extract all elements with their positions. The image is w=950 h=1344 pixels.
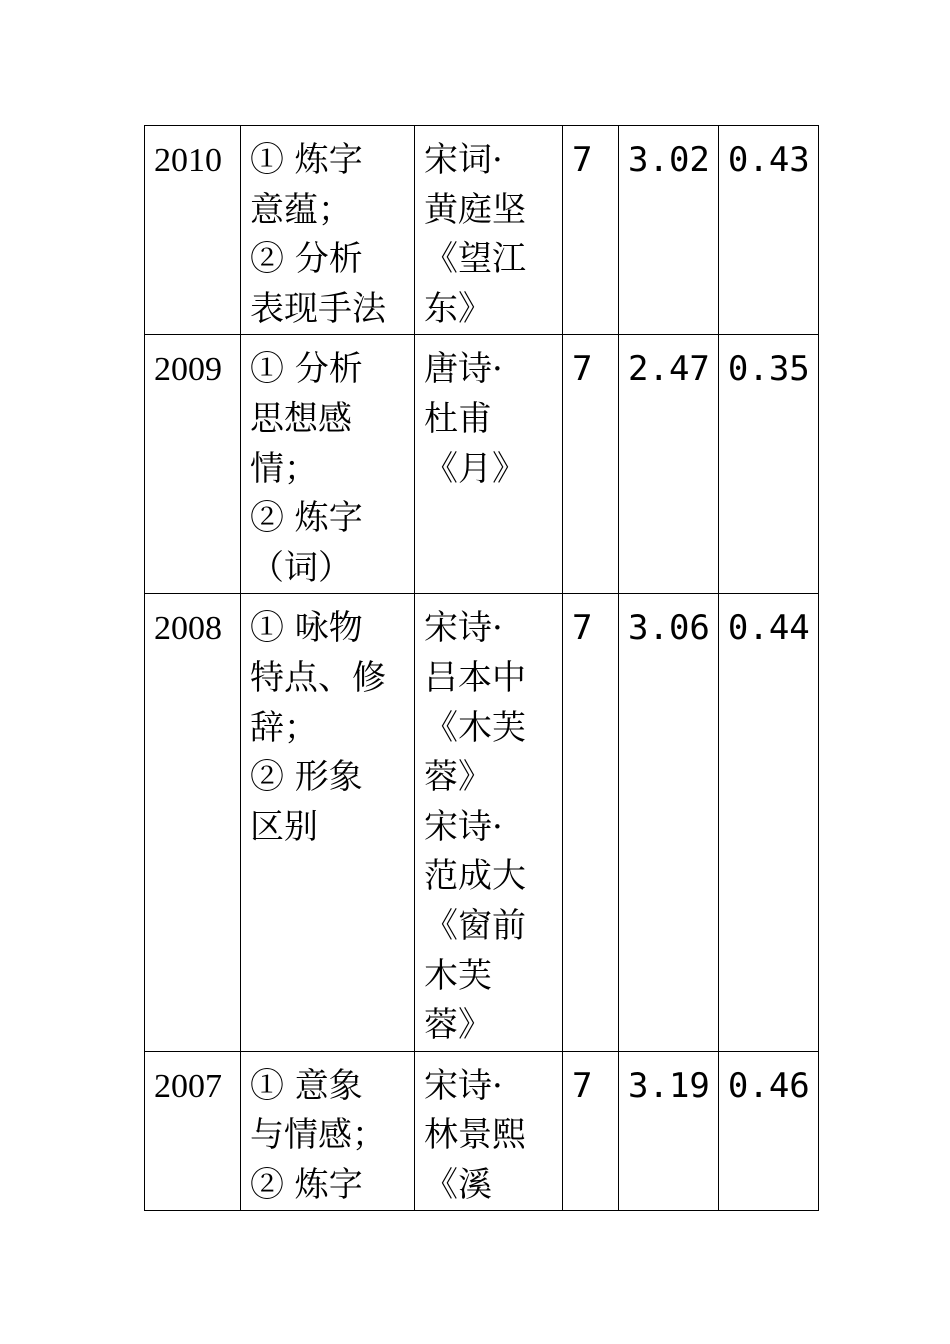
source-cell bbox=[415, 594, 563, 1051]
focus-line: ① 炼字 bbox=[250, 140, 363, 180]
year-cell: 2010 bbox=[145, 126, 241, 335]
source-line: 东》 bbox=[424, 288, 492, 329]
source-line: 黄庭坚 bbox=[424, 189, 526, 230]
source-line: 宋诗· bbox=[424, 1065, 503, 1106]
score-cell: 7 bbox=[563, 335, 619, 594]
focus-cell bbox=[241, 594, 415, 1051]
source-line: 唐诗· bbox=[424, 349, 503, 390]
exam-statistics-table bbox=[144, 125, 819, 1211]
focus-line: 情； bbox=[250, 448, 318, 489]
average-cell: 3.06 bbox=[619, 594, 719, 1051]
focus-cell bbox=[241, 126, 415, 335]
source-line: 蓉》 bbox=[424, 1005, 492, 1046]
source-line: 《溪 bbox=[424, 1164, 492, 1205]
focus-line: ② 炼字 bbox=[250, 498, 363, 539]
source-line: 杜甫 bbox=[424, 398, 492, 439]
year-cell: 2008 bbox=[145, 594, 241, 1051]
focus-line: ② 分析 bbox=[250, 239, 363, 280]
focus-cell bbox=[241, 335, 415, 594]
year-cell: 2007 bbox=[145, 1051, 241, 1211]
source-line: 木芙 bbox=[424, 955, 492, 996]
source-line: 宋词· bbox=[424, 140, 503, 180]
focus-line: ① 分析 bbox=[250, 349, 363, 390]
source-line: 《窗前 bbox=[424, 905, 526, 946]
source-cell bbox=[415, 126, 563, 335]
source-line: 《木芙 bbox=[424, 707, 526, 748]
average-cell: 3.02 bbox=[619, 126, 719, 335]
source-cell bbox=[415, 1051, 563, 1211]
focus-line: ② 炼字 bbox=[250, 1164, 363, 1205]
focus-line: ① 意象 bbox=[250, 1065, 363, 1106]
table-row bbox=[145, 1051, 819, 1211]
focus-line: 特点、修 bbox=[250, 657, 386, 698]
source-line: 《望江 bbox=[424, 239, 526, 280]
source-line: 宋诗· bbox=[424, 806, 503, 847]
source-line: 《月》 bbox=[424, 448, 526, 489]
source-line: 宋诗· bbox=[424, 608, 503, 649]
focus-cell bbox=[241, 1051, 415, 1211]
source-line: 林景熙 bbox=[424, 1115, 526, 1156]
table-row bbox=[145, 335, 819, 594]
focus-line: 思想感 bbox=[250, 398, 352, 439]
ratio-cell: 0.35 bbox=[718, 335, 818, 594]
focus-line: 表现手法 bbox=[250, 288, 386, 329]
ratio-cell: 0.46 bbox=[718, 1051, 818, 1211]
focus-line: 与情感； bbox=[250, 1115, 386, 1156]
focus-line: 意蕴； bbox=[250, 189, 352, 230]
score-cell: 7 bbox=[563, 594, 619, 1051]
source-line: 吕本中 bbox=[424, 657, 526, 698]
source-cell bbox=[415, 335, 563, 594]
focus-line: ① 咏物 bbox=[250, 608, 363, 649]
focus-line: 区别 bbox=[250, 806, 318, 847]
source-line: 蓉》 bbox=[424, 757, 492, 798]
focus-line: 辞； bbox=[250, 707, 318, 748]
table-row bbox=[145, 126, 819, 335]
average-cell: 3.19 bbox=[619, 1051, 719, 1211]
year-cell: 2009 bbox=[145, 335, 241, 594]
average-cell: 2.47 bbox=[619, 335, 719, 594]
table-row bbox=[145, 594, 819, 1051]
score-cell: 7 bbox=[563, 1051, 619, 1211]
source-line: 范成大 bbox=[424, 856, 526, 897]
focus-line: ② 形象 bbox=[250, 757, 363, 798]
ratio-cell: 0.44 bbox=[718, 594, 818, 1051]
score-cell: 7 bbox=[563, 126, 619, 335]
focus-line: （词） bbox=[250, 547, 352, 588]
ratio-cell: 0.43 bbox=[718, 126, 818, 335]
